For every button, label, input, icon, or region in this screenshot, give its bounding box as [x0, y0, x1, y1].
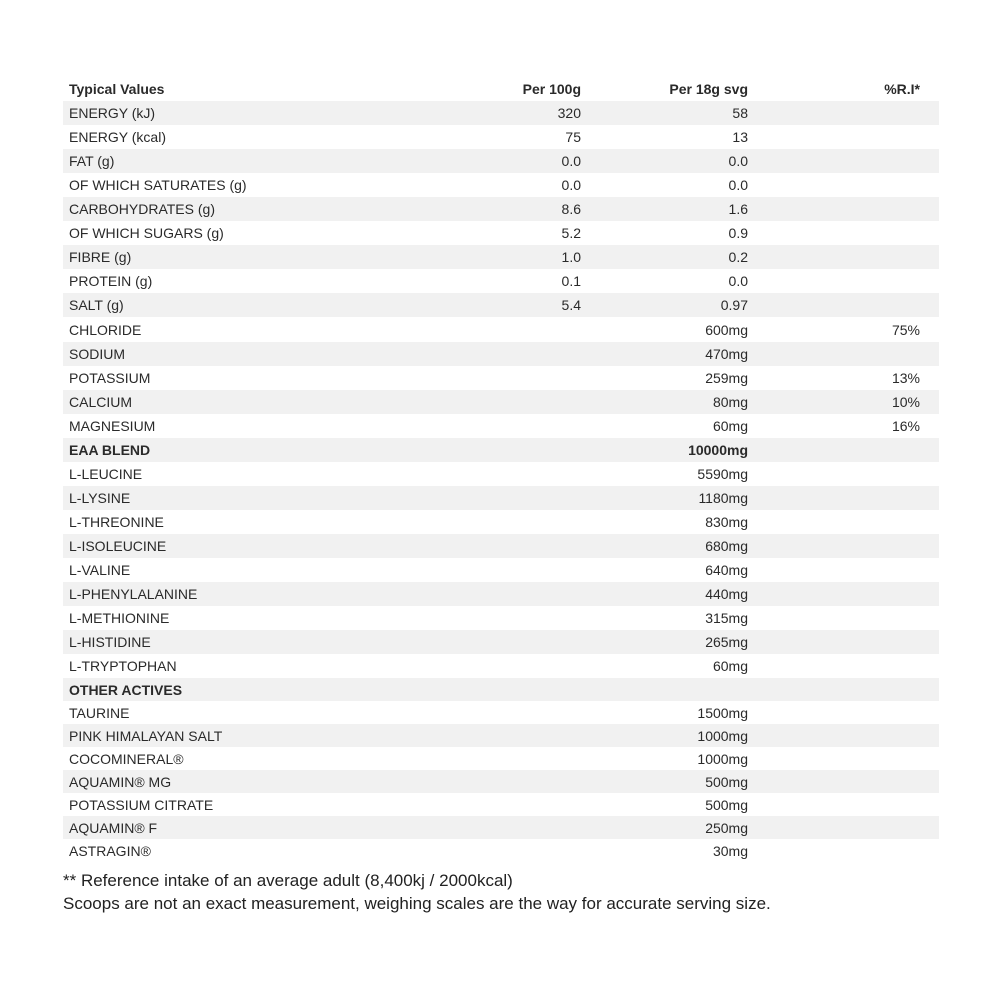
row-per-serving: 315mg — [705, 610, 748, 626]
row-per-serving: 0.97 — [720, 297, 748, 313]
row-per-serving: 1000mg — [697, 727, 748, 744]
row-per-serving: 440mg — [705, 586, 748, 602]
table-row — [63, 317, 939, 342]
table-row — [63, 747, 939, 770]
row-name: TAURINE — [69, 704, 130, 721]
row-name: L-ISOLEUCINE — [69, 538, 167, 554]
row-name: L-LYSINE — [69, 490, 131, 506]
row-name: OTHER ACTIVES — [69, 681, 183, 698]
table-row — [63, 558, 939, 582]
row-per-serving: 30mg — [712, 842, 748, 859]
row-name: PROTEIN (g) — [69, 273, 153, 289]
row-name: L-PHENYLALANINE — [69, 586, 198, 602]
header-reference-intake: %R.I* — [884, 81, 920, 97]
row-per-serving: 1000mg — [697, 750, 748, 767]
row-name: MAGNESIUM — [69, 418, 156, 434]
table-row — [63, 534, 939, 558]
row-name: L-VALINE — [69, 562, 131, 578]
table-row — [63, 654, 939, 678]
table-row — [63, 582, 939, 606]
table-row — [63, 390, 939, 414]
row-per-serving: 259mg — [705, 370, 748, 386]
row-name: SODIUM — [69, 346, 125, 362]
row-per-serving: 60mg — [712, 658, 748, 674]
table-row — [63, 245, 939, 269]
row-per-serving: 0.0 — [728, 177, 748, 193]
row-name: L-LEUCINE — [69, 466, 143, 482]
table-row — [63, 269, 939, 293]
reference-intake-note: ** Reference intake of an average adult (8,400kj / 2000kcal) — [63, 871, 513, 890]
row-per-serving: 58 — [732, 105, 748, 121]
table-row — [63, 197, 939, 221]
row-name: FAT (g) — [69, 153, 115, 169]
row-per-serving: 500mg — [705, 796, 748, 813]
row-reference-intake: 10% — [891, 394, 920, 410]
row-per-serving: 1180mg — [698, 490, 748, 506]
header-typical-values: Typical Values — [69, 81, 165, 97]
row-name: PINK HIMALAYAN SALT — [69, 727, 223, 744]
row-name: AQUAMIN® F — [69, 819, 158, 836]
row-per-serving: 0.0 — [728, 273, 748, 289]
table-row — [63, 793, 939, 816]
row-name: L-THREONINE — [69, 514, 164, 530]
table-row — [63, 293, 939, 317]
row-name: AQUAMIN® MG — [69, 773, 172, 790]
row-name: ENERGY (kcal) — [69, 129, 166, 145]
table-row — [63, 630, 939, 654]
table-row — [63, 724, 939, 747]
row-name: L-METHIONINE — [69, 610, 170, 626]
row-per-serving: 600mg — [705, 321, 748, 338]
row-per-100g: 1.0 — [561, 249, 581, 265]
header-per-serving: Per 18g svg — [669, 81, 748, 97]
table-row — [63, 149, 939, 173]
scoop-measurement-note: Scoops are not an exact measurement, weighing scales are the way for accurate serving size. — [63, 894, 771, 913]
row-reference-intake: 16% — [891, 418, 920, 434]
row-name: EAA BLEND — [69, 442, 151, 458]
table-row — [63, 366, 939, 390]
row-per-serving: 830mg — [705, 514, 748, 530]
row-per-serving: 1500mg — [697, 704, 748, 721]
row-name: OF WHICH SUGARS (g) — [69, 225, 224, 241]
row-name: L-TRYPTOPHAN — [69, 658, 177, 674]
table-row — [63, 486, 939, 510]
section-row-eaa-blend — [63, 438, 939, 462]
table-row — [63, 414, 939, 438]
table-row — [63, 462, 939, 486]
row-reference-intake: 75% — [891, 321, 920, 338]
table-row — [63, 839, 939, 862]
row-per-100g: 0.1 — [561, 273, 581, 289]
row-per-serving: 680mg — [705, 538, 748, 554]
table-row — [63, 221, 939, 245]
row-per-serving: 0.9 — [728, 225, 748, 241]
row-per-serving: 10000mg — [688, 442, 748, 458]
row-per-100g: 0.0 — [561, 153, 581, 169]
row-per-serving: 500mg — [705, 773, 748, 790]
row-per-100g: 5.2 — [561, 225, 581, 241]
row-per-serving: 640mg — [705, 562, 748, 578]
row-name: L-HISTIDINE — [69, 634, 151, 650]
row-per-serving: 0.2 — [728, 249, 748, 265]
row-name: SALT (g) — [69, 297, 124, 313]
row-per-100g: 5.4 — [561, 297, 581, 313]
row-per-serving: 5590mg — [697, 466, 748, 482]
table-row — [63, 125, 939, 149]
table-row — [63, 101, 939, 125]
row-name: OF WHICH SATURATES (g) — [69, 177, 247, 193]
row-per-serving: 470mg — [705, 346, 748, 362]
row-per-serving: 13 — [732, 129, 748, 145]
footnotes — [63, 869, 771, 915]
row-per-serving: 265mg — [705, 634, 748, 650]
row-name: POTASSIUM — [69, 370, 151, 386]
row-per-100g: 75 — [565, 129, 581, 145]
row-name: COCOMINERAL® — [69, 750, 184, 767]
row-per-serving: 80mg — [712, 394, 748, 410]
table-row — [63, 701, 939, 724]
row-name: ASTRAGIN® — [69, 842, 151, 859]
table-row — [63, 342, 939, 366]
row-name: ENERGY (kJ) — [69, 105, 156, 121]
row-per-serving: 0.0 — [728, 153, 748, 169]
row-per-serving: 60mg — [712, 418, 748, 434]
row-per-serving: 250mg — [705, 819, 748, 836]
table-row — [63, 816, 939, 839]
row-name: FIBRE (g) — [69, 249, 132, 265]
row-per-serving: 1.6 — [728, 201, 748, 217]
row-name: CALCIUM — [69, 394, 133, 410]
table-row — [63, 606, 939, 630]
row-per-100g: 8.6 — [561, 201, 581, 217]
row-name: POTASSIUM CITRATE — [69, 796, 214, 813]
row-per-100g: 0.0 — [561, 177, 581, 193]
table-row — [63, 510, 939, 534]
table-row — [63, 770, 939, 793]
row-reference-intake: 13% — [891, 370, 920, 386]
row-per-100g: 320 — [557, 105, 581, 121]
row-name: CARBOHYDRATES (g) — [69, 201, 215, 217]
table-row — [63, 173, 939, 197]
header-per-100g: Per 100g — [522, 81, 581, 97]
nutrition-table — [63, 77, 939, 862]
table-header — [63, 77, 939, 101]
row-name: CHLORIDE — [69, 321, 142, 338]
section-row-other-actives — [63, 678, 939, 701]
